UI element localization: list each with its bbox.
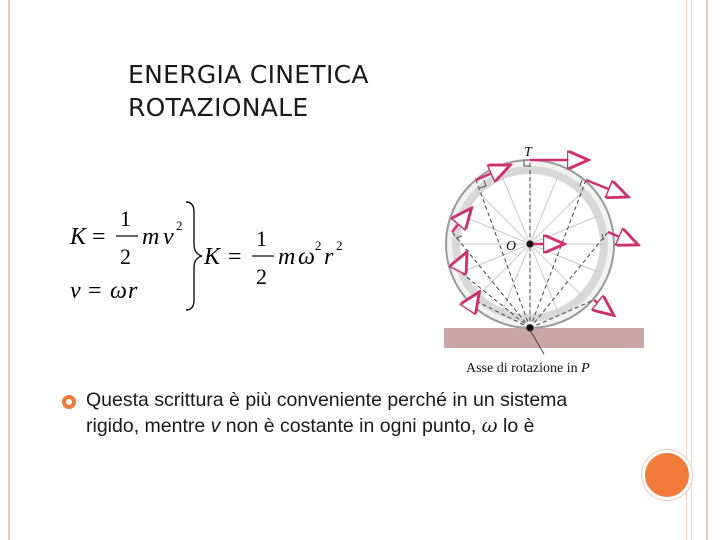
- figure-caption-text: Asse di rotazione in: [466, 361, 582, 376]
- bullet-line-2b: non è costante in ogni punto,: [220, 415, 482, 437]
- bullet-line-2: [86, 413, 686, 439]
- formula-sq-1: 2: [176, 218, 183, 233]
- kinetic-energy-formula: [58, 198, 358, 314]
- label-O: O: [506, 239, 517, 254]
- bullet-line-2a: rigido, mentre: [86, 415, 211, 437]
- formula-r-3: r: [324, 244, 334, 270]
- formula-m-3: m: [278, 244, 296, 270]
- figure-caption: [466, 361, 590, 376]
- formula-eq-3: =: [228, 244, 242, 270]
- formula-eq-2: =: [88, 278, 102, 304]
- ground: [444, 328, 644, 348]
- formula-sq-3b: 2: [336, 238, 343, 253]
- formula-m-1: m: [142, 224, 160, 250]
- formula-v-2: v: [70, 278, 81, 304]
- bullet-line-2c: lo è: [497, 415, 535, 437]
- center-point: [527, 241, 534, 248]
- formula-v-1: v: [163, 224, 174, 250]
- formula-r-2: r: [128, 278, 138, 304]
- title-line-1: ENERGIA CINETICA: [128, 60, 369, 89]
- formula-K-3: K: [204, 244, 221, 270]
- formula-sq-3a: 2: [315, 238, 322, 253]
- bullet-line-1: Questa scrittura è più conveniente perché in un sistema: [86, 389, 568, 411]
- formula-eq-1: =: [92, 224, 106, 250]
- bullet-omega: ω: [481, 414, 498, 437]
- curly-brace: [186, 202, 202, 310]
- formula-K-1: K: [70, 224, 87, 250]
- figure-caption-point: P: [581, 361, 590, 376]
- bullet-v: v: [210, 415, 221, 437]
- bullet-icon: [62, 395, 76, 409]
- decorative-circle: [642, 450, 692, 500]
- label-T: T: [524, 145, 532, 160]
- slide-title: [128, 58, 369, 124]
- formula-den-3: 2: [256, 264, 267, 289]
- formula-omega-3: ω: [298, 244, 315, 270]
- formula-den-1: 2: [120, 244, 131, 269]
- rolling-wheel-figure: [436, 140, 646, 380]
- formula-num-3: 1: [256, 226, 267, 251]
- bullet-paragraph: [86, 388, 686, 439]
- formula-num-1: 1: [120, 206, 131, 231]
- title-line-2: ROTAZIONALE: [128, 93, 309, 122]
- formula-omega-2: ω: [110, 278, 127, 304]
